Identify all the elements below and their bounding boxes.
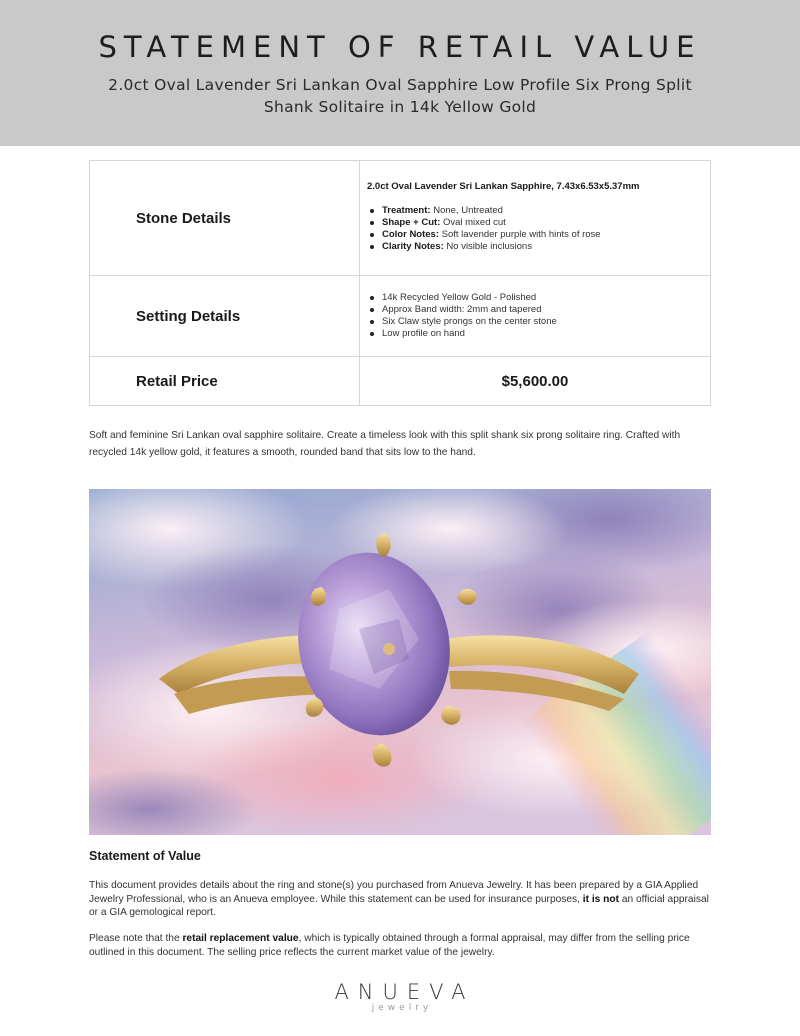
setting-details-row	[90, 276, 711, 357]
document-subtitle: 2.0ct Oval Lavender Sri Lankan Oval Sapphire Low Profile Six Prong Split Shank Solitaire in 14k Yellow Gold	[108, 76, 692, 116]
retail-price-value: $5,600.00	[360, 357, 711, 406]
stone-details-cell	[360, 161, 711, 276]
list-item: Clarity Notes: No visible inclusions	[367, 241, 700, 253]
stone-details-label: Stone Details	[90, 161, 360, 276]
statement-title: Statement of Value	[89, 849, 201, 863]
setting-details-label: Setting Details	[90, 276, 360, 357]
stone-details-row	[90, 161, 711, 276]
setting-details-cell	[360, 276, 711, 357]
list-item: Low profile on hand	[367, 328, 700, 340]
list-item: Approx Band width: 2mm and tapered	[367, 304, 700, 316]
stone-details-list	[367, 205, 700, 254]
statement-paragraph-2: Please note that the retail replacement value, which is typically obtained through a formal appraisal, may differ from the selling price outlined in this document. The selling price reflects the current market value of the jewelry.	[89, 933, 690, 958]
list-item: Color Notes: Soft lavender purple with hints of rose	[367, 229, 700, 241]
list-item: 14k Recycled Yellow Gold - Polished	[367, 292, 700, 304]
intro-paragraph: Soft and feminine Sri Lankan oval sapphire solitaire. Create a timeless look with this split shank six prong solitaire ring. Crafted with recycled 14k yellow gold, it features a smooth, rounded band that sits low to the hand.	[89, 430, 681, 458]
details-table	[89, 160, 711, 406]
anueva-logo	[0, 980, 800, 1013]
document-title: STATEMENT OF RETAIL VALUE	[98, 30, 702, 64]
header-banner	[0, 0, 800, 146]
logo-subtitle: jewelry	[371, 1003, 433, 1013]
stone-heading: 2.0ct Oval Lavender Sri Lankan Sapphire, 7.43x6.53x5.37mm	[367, 180, 640, 192]
list-item: Six Claw style prongs on the center stone	[367, 316, 700, 328]
retail-price-row	[90, 357, 711, 406]
logo-wordmark: ANUEVA	[334, 980, 475, 1004]
list-item: Shape + Cut: Oval mixed cut	[367, 217, 700, 229]
statement-paragraph-1: This document provides details about the ring and stone(s) you purchased from Anueva Jewelry. It has been prepared by a GIA Applied Jewelry Professional, who is an Anueva employee. While this statement can be used for insurance purposes, it is not an official appraisal or a GIA gemological report.	[89, 880, 709, 919]
setting-details-list	[367, 292, 700, 341]
retail-price-label: Retail Price	[90, 357, 360, 406]
ring-photo	[89, 489, 711, 835]
list-item: Treatment: None, Untreated	[367, 205, 700, 217]
